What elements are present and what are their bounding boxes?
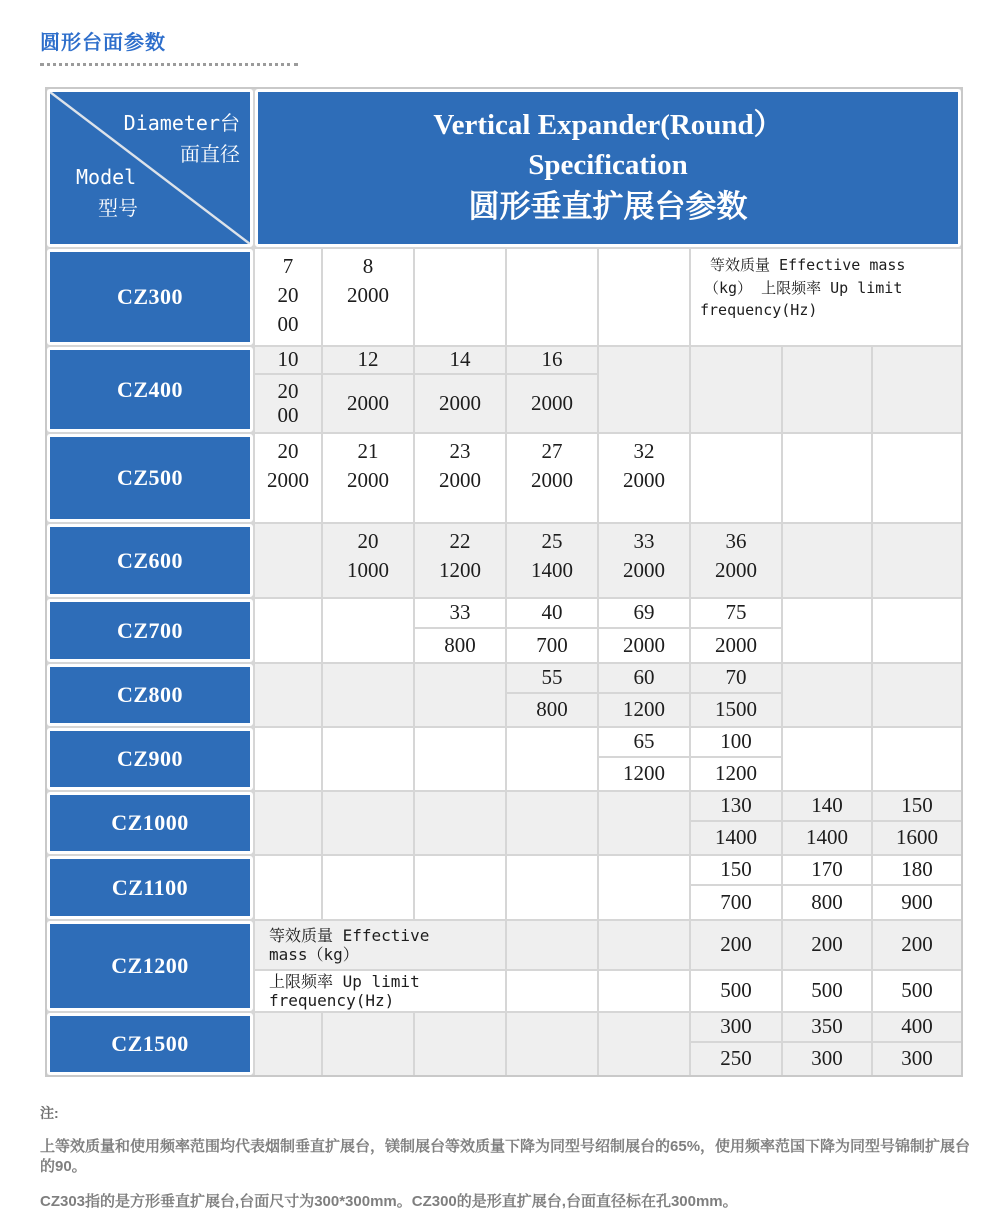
mass-value: 25: [541, 529, 563, 553]
frequency-value: 800: [444, 632, 476, 657]
empty-cell: [415, 792, 505, 854]
mass-value: 130: [720, 793, 752, 818]
frequency-value: 2000: [715, 557, 757, 582]
mass-cell: [323, 347, 413, 373]
frequency-cell: [873, 971, 961, 1011]
mass-cell: [507, 599, 597, 627]
mass-cell: [415, 599, 505, 627]
frequency-value: 2000: [531, 390, 573, 415]
frequency-value: 2000: [623, 467, 665, 492]
corner-diameter-line1: Diameter台: [123, 111, 240, 135]
model-cell-cz400: CZ400: [47, 347, 253, 432]
frequency-value: 2000: [715, 632, 757, 657]
mass-cell: [873, 792, 961, 820]
mass-value: 200: [811, 932, 843, 957]
model-cell-cz1000: CZ1000: [47, 792, 253, 854]
empty-cell: [507, 856, 597, 919]
mass-cell: [599, 664, 689, 692]
mass-frequency-cell: [507, 434, 597, 522]
frequency-value: 1400: [531, 557, 573, 582]
units-note-line: （kg） 上限频率 Up limit: [704, 278, 903, 297]
mass-frequency-cell: [415, 524, 505, 597]
frequency-cell: [507, 694, 597, 726]
mass-value: 55: [541, 665, 563, 690]
frequency-value: 2000: [439, 390, 481, 415]
frequency-cell: [873, 886, 961, 919]
corner-model-line1: Model: [76, 165, 137, 189]
mass-value: 12: [357, 347, 379, 372]
mass-value: 20: [277, 439, 299, 463]
empty-cell: [255, 856, 321, 919]
empty-cell: [415, 664, 505, 726]
mass-value: 170: [811, 857, 843, 882]
frequency-value: 1200: [623, 761, 665, 786]
label-line: frequency(Hz): [269, 991, 395, 1010]
frequency-cell: [691, 1043, 781, 1075]
frequency-cell: [783, 1043, 871, 1075]
frequency-value: 1000: [347, 557, 389, 582]
mass-cell: [415, 347, 505, 373]
frequency-value: 500: [811, 978, 843, 1003]
frequency-cell: [691, 971, 781, 1011]
frequency-cell: [691, 629, 781, 662]
frequency-cell: [783, 886, 871, 919]
table-title-en-line2: Specification: [528, 148, 688, 181]
model-cell-cz600: CZ600: [47, 524, 253, 597]
empty-cell: [255, 728, 321, 790]
frequency-value: 2000: [439, 467, 481, 492]
mass-value: 69: [633, 600, 655, 625]
frequency-cell: [507, 629, 597, 662]
frequency-cell: [691, 694, 781, 726]
frequency-value: 800: [811, 889, 843, 914]
empty-cell: [255, 524, 321, 597]
mass-value: 21: [357, 439, 379, 463]
frequency-cell: [691, 758, 781, 790]
frequency-value: 1400: [715, 825, 757, 850]
frequency-cell: [783, 822, 871, 854]
frequency-value: 300: [811, 1046, 843, 1071]
empty-cell: [507, 792, 597, 854]
frequency-value: 2000: [267, 467, 309, 492]
mass-value: 20: [357, 529, 379, 553]
empty-cell: [783, 664, 871, 726]
empty-cell: [323, 728, 413, 790]
mass-value: 27: [541, 439, 563, 463]
empty-cell: [691, 434, 781, 522]
mass-value: 140: [811, 793, 843, 818]
empty-cell: [415, 728, 505, 790]
mass-frequency-cell: [255, 249, 321, 345]
mass-value: 200: [901, 932, 933, 957]
label-line: 等效质量 Effective: [269, 925, 430, 945]
frequency-value: 1200: [623, 697, 665, 722]
table-title-en-line1: Vertical Expander(Round）: [433, 109, 783, 142]
note-line-2: CZ303指的是方形垂直扩展台,台面尺寸为300*300mm。CZ300的是形直扩展台,台面直径标在孔300mm。: [40, 1192, 738, 1210]
empty-cell: [323, 664, 413, 726]
frequency-cell: [507, 971, 597, 1011]
empty-cell: [255, 599, 321, 662]
mass-cell: [691, 921, 781, 969]
mass-value: 16: [541, 347, 563, 372]
mass-cell: [783, 921, 871, 969]
mass-value: 14: [449, 347, 471, 372]
label-line: mass（kg）: [269, 945, 359, 964]
mass-frequency-cell: [599, 524, 689, 597]
units-frequency-label-cell: [255, 971, 505, 1011]
frequency-value: 250: [720, 1046, 752, 1071]
corner-diameter-line2: 面直径: [180, 142, 240, 166]
mass-value: 70: [725, 665, 747, 690]
mass-value: 23: [449, 439, 471, 463]
mass-value: 33: [449, 600, 471, 625]
empty-cell: [873, 347, 961, 432]
empty-cell: [415, 856, 505, 919]
frequency-value: 2000: [277, 282, 299, 336]
empty-cell: [323, 1013, 413, 1075]
frequency-value: 2000: [531, 467, 573, 492]
mass-value: 32: [633, 439, 655, 463]
frequency-value: 700: [720, 889, 752, 914]
frequency-value: 2000: [347, 467, 389, 492]
empty-cell: [873, 728, 961, 790]
empty-cell: [783, 599, 871, 662]
title-underline: [40, 62, 298, 66]
mass-value: 100: [720, 729, 752, 754]
units-note-line: 等效质量 Effective mass: [710, 256, 906, 274]
empty-cell: [415, 1013, 505, 1075]
frequency-cell: [599, 971, 689, 1011]
frequency-value: 1600: [896, 825, 938, 850]
empty-cell: [323, 856, 413, 919]
note-line-1: 上等效质量和使用频率范围均代表烟制垂直扩展台，镁制展台等效质量下降为同型号绍制展台的65%，使用频率范国下降为同型号锦制扩展台的90。: [40, 1138, 971, 1176]
mass-value: 150: [720, 857, 752, 882]
frequency-cell: [507, 375, 597, 432]
mass-cell: [783, 792, 871, 820]
frequency-value: 2000: [347, 390, 389, 415]
mass-value: 36: [725, 529, 747, 553]
empty-cell: [691, 347, 781, 432]
frequency-value: 700: [536, 632, 568, 657]
frequency-value: 800: [536, 697, 568, 722]
units-mass-label-cell: [255, 921, 505, 969]
empty-cell: [873, 599, 961, 662]
model-cell-cz900: CZ900: [47, 728, 253, 790]
frequency-value: 500: [901, 978, 933, 1003]
frequency-cell: [873, 1043, 961, 1075]
mass-value: 7: [282, 254, 294, 278]
frequency-cell: [415, 629, 505, 662]
mass-value: 40: [541, 600, 563, 625]
table-title-cell: [255, 89, 961, 247]
label-line: 上限频率 Up limit: [269, 971, 420, 991]
model-cell-cz800: CZ800: [47, 664, 253, 726]
frequency-value: 1200: [715, 761, 757, 786]
mass-cell: [599, 599, 689, 627]
mass-value: 180: [901, 857, 933, 882]
empty-cell: [599, 856, 689, 919]
mass-cell: [599, 921, 689, 969]
mass-cell: [691, 728, 781, 756]
empty-cell: [783, 347, 871, 432]
mass-frequency-cell: [691, 524, 781, 597]
mass-value: 350: [811, 1014, 843, 1039]
frequency-value: 2000: [277, 379, 299, 427]
empty-cell: [507, 728, 597, 790]
frequency-cell: [599, 758, 689, 790]
frequency-value: 900: [901, 889, 933, 914]
mass-cell: [507, 664, 597, 692]
mass-value: 8: [362, 254, 374, 278]
frequency-cell: [323, 375, 413, 432]
empty-cell: [507, 1013, 597, 1075]
notes-section: [40, 1103, 985, 1212]
mass-cell: [873, 1013, 961, 1041]
empty-cell: [255, 1013, 321, 1075]
frequency-cell: [415, 375, 505, 432]
mass-value: 200: [720, 932, 752, 957]
model-cell-cz1100: CZ1100: [47, 856, 253, 919]
empty-cell: [507, 249, 597, 345]
empty-cell: [599, 249, 689, 345]
units-note-line: frequency(Hz): [700, 301, 818, 319]
mass-value: 150: [901, 793, 933, 818]
mass-value: 22: [449, 529, 471, 553]
mass-frequency-cell: [599, 434, 689, 522]
page-title: 圆形台面参数: [40, 32, 166, 54]
mass-cell: [691, 792, 781, 820]
mass-frequency-cell: [323, 524, 413, 597]
mass-cell: [691, 856, 781, 884]
mass-cell: [255, 347, 321, 373]
empty-cell: [599, 1013, 689, 1075]
empty-cell: [783, 434, 871, 522]
frequency-value: 300: [901, 1046, 933, 1071]
mass-cell: [599, 728, 689, 756]
frequency-cell: [783, 971, 871, 1011]
table-title-cn: 圆形垂直扩展台参数: [468, 188, 748, 224]
mass-value: 33: [633, 529, 655, 553]
model-cell-cz700: CZ700: [47, 599, 253, 662]
model-cell-cz500: CZ500: [47, 434, 253, 522]
units-note-cell: [691, 249, 961, 345]
mass-frequency-cell: [415, 434, 505, 522]
model-cell-cz1200: CZ1200: [47, 921, 253, 1011]
corner-model-label: [76, 162, 138, 224]
frequency-cell: [255, 375, 321, 432]
empty-cell: [599, 347, 689, 432]
empty-cell: [599, 792, 689, 854]
spec-table: [45, 87, 963, 1077]
empty-cell: [255, 792, 321, 854]
frequency-value: 500: [720, 978, 752, 1003]
mass-frequency-cell: [255, 434, 321, 522]
frequency-value: 1500: [715, 697, 757, 722]
mass-cell: [873, 856, 961, 884]
empty-cell: [255, 664, 321, 726]
empty-cell: [783, 524, 871, 597]
frequency-value: 2000: [347, 282, 389, 307]
model-cell-cz300: CZ300: [47, 249, 253, 345]
frequency-cell: [691, 822, 781, 854]
mass-cell: [691, 599, 781, 627]
mass-frequency-cell: [507, 524, 597, 597]
frequency-value: 2000: [623, 632, 665, 657]
empty-cell: [415, 249, 505, 345]
frequency-value: 2000: [623, 557, 665, 582]
empty-cell: [873, 434, 961, 522]
mass-frequency-cell: [323, 434, 413, 522]
empty-cell: [873, 664, 961, 726]
empty-cell: [873, 524, 961, 597]
empty-cell: [323, 792, 413, 854]
mass-cell: [507, 347, 597, 373]
frequency-cell: [599, 694, 689, 726]
frequency-value: 1400: [806, 825, 848, 850]
corner-model-line2: 型号: [98, 196, 138, 220]
corner-diameter-label: [124, 108, 240, 170]
mass-value: 75: [725, 600, 747, 625]
mass-cell: [783, 856, 871, 884]
empty-cell: [323, 599, 413, 662]
mass-frequency-cell: [323, 249, 413, 345]
mass-cell: [783, 1013, 871, 1041]
mass-value: 300: [720, 1014, 752, 1039]
model-cell-cz1500: CZ1500: [47, 1013, 253, 1075]
frequency-value: 1200: [439, 557, 481, 582]
frequency-cell: [691, 886, 781, 919]
notes-label: 注:: [40, 1105, 59, 1121]
empty-cell: [783, 728, 871, 790]
frequency-cell: [873, 822, 961, 854]
mass-cell: [873, 921, 961, 969]
mass-value: 400: [901, 1014, 933, 1039]
frequency-cell: [599, 629, 689, 662]
mass-value: 10: [277, 347, 299, 372]
mass-cell: [691, 664, 781, 692]
mass-value: 60: [633, 665, 655, 690]
mass-cell: [691, 1013, 781, 1041]
mass-cell: [507, 921, 597, 969]
diagonal-header-cell: [47, 89, 253, 247]
mass-value: 65: [633, 729, 655, 754]
